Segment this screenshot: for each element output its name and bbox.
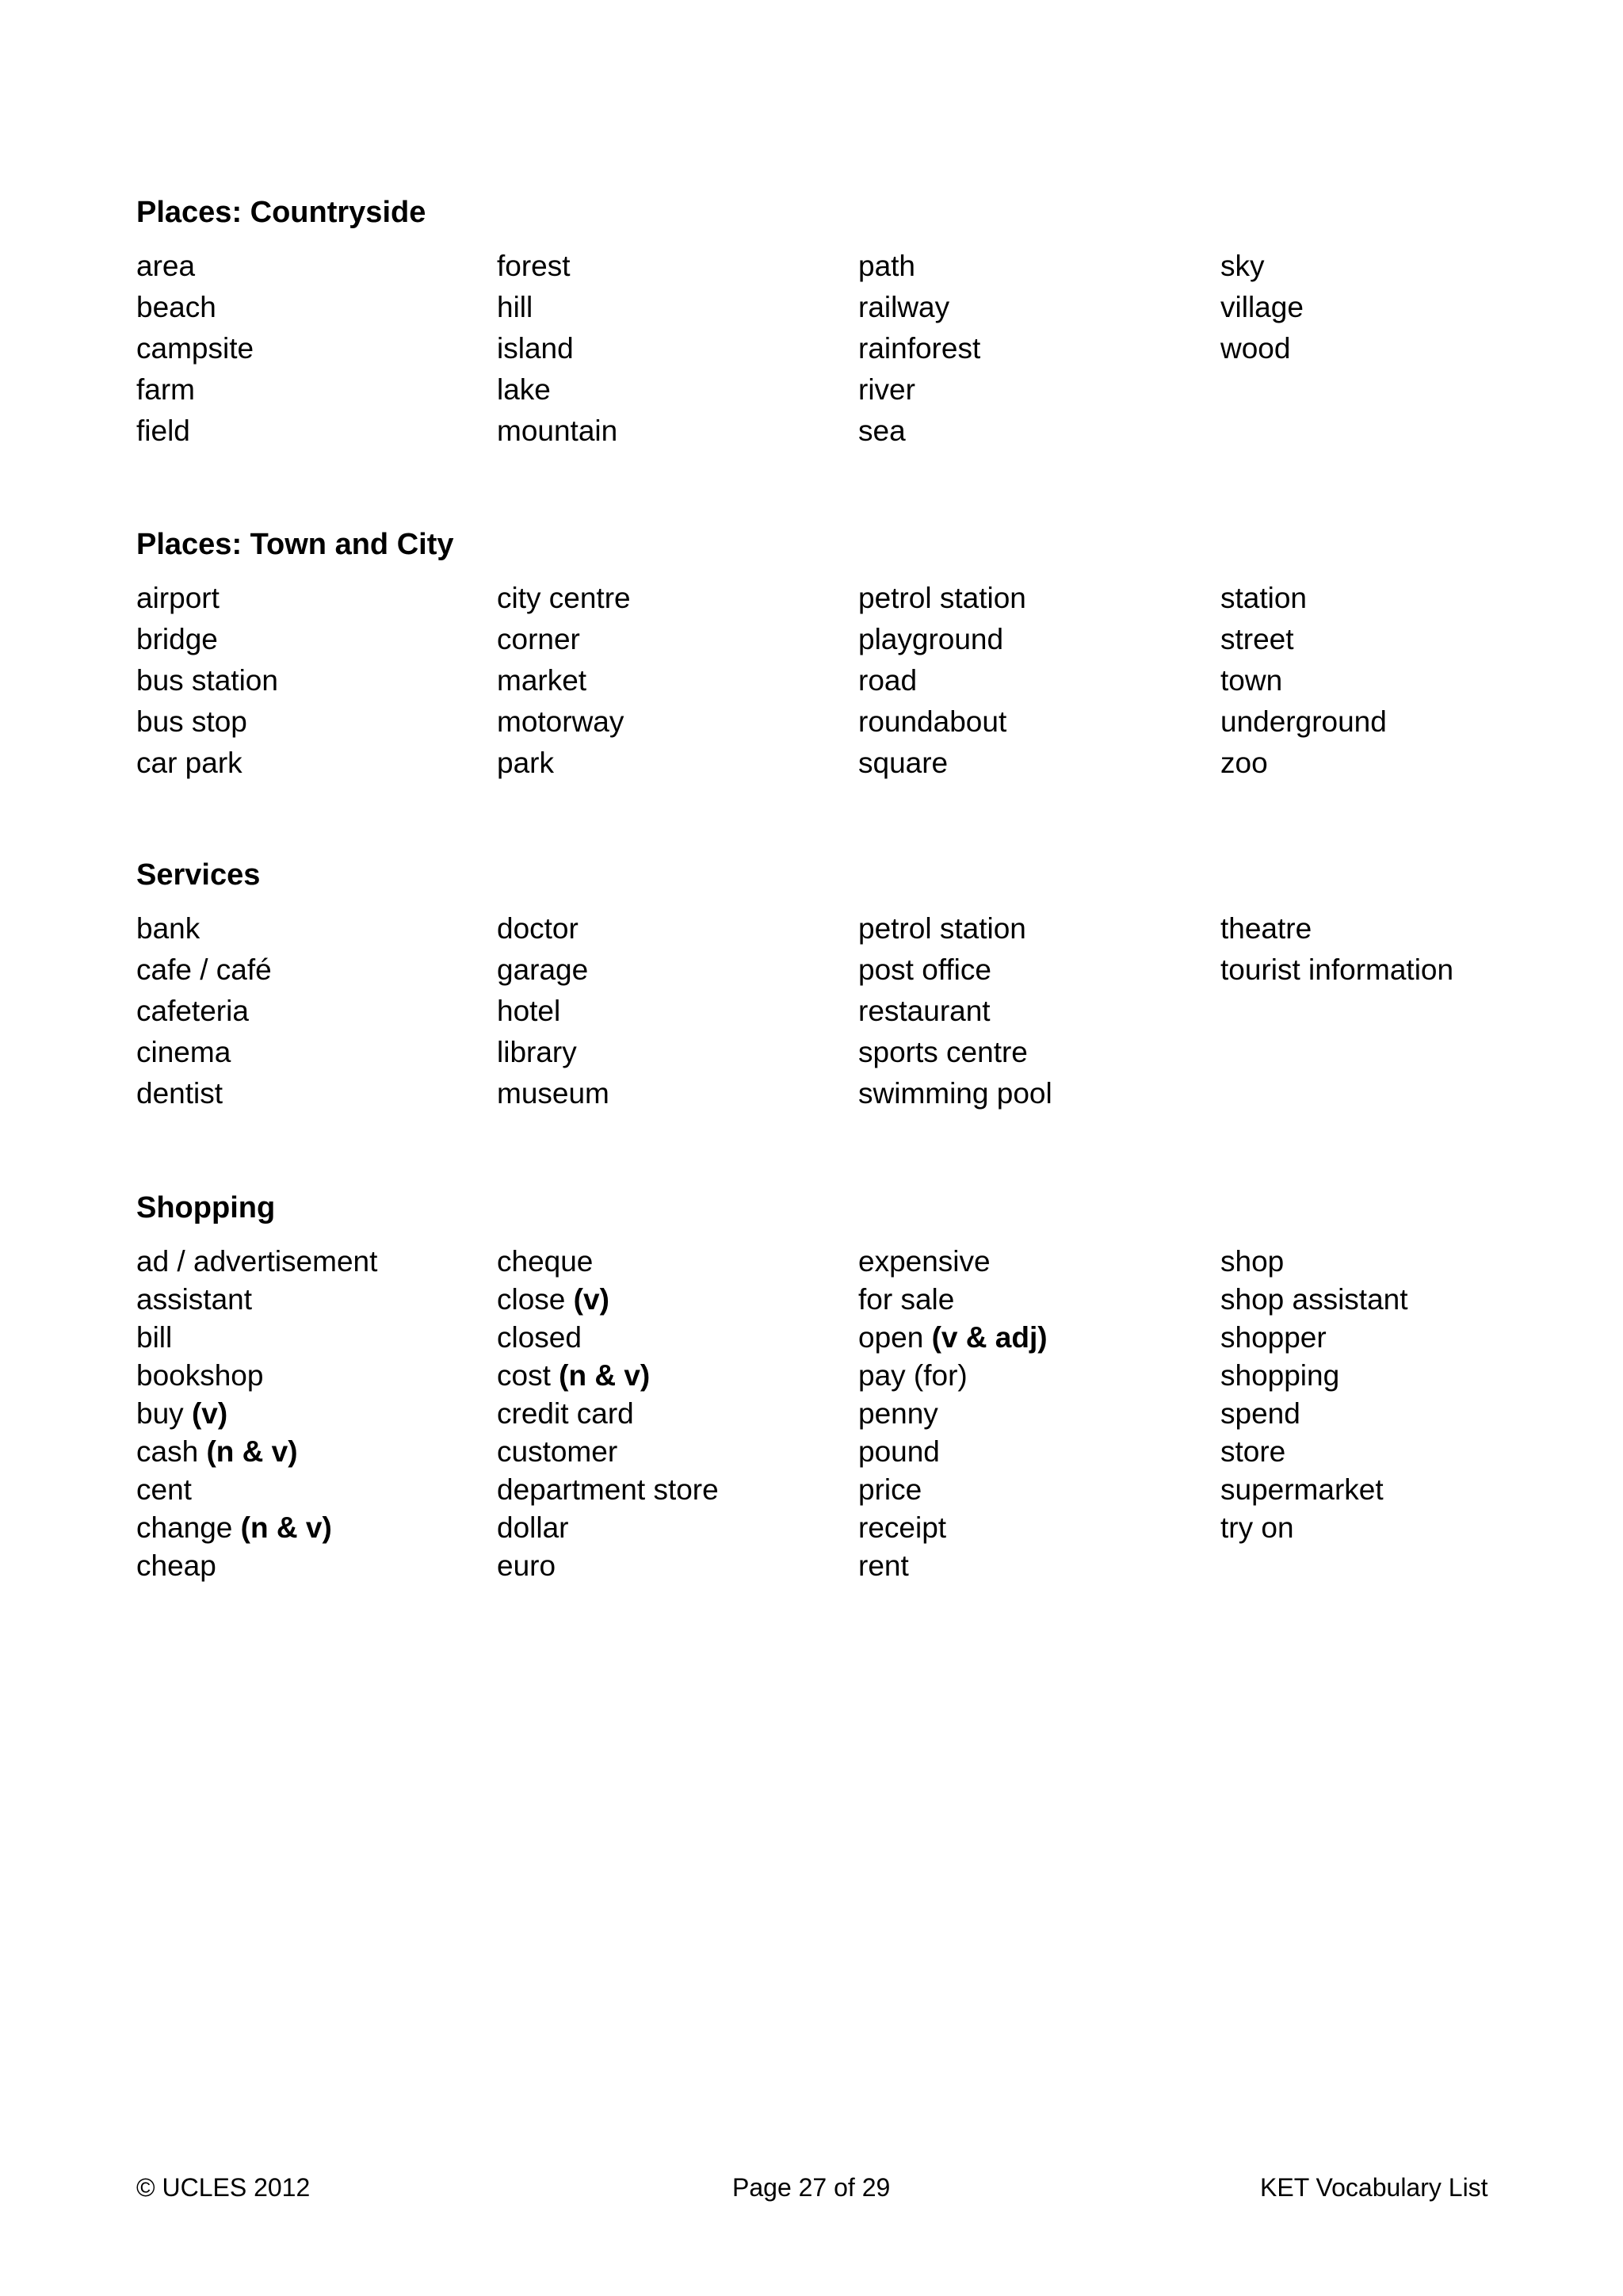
section-places-town-and-city — [136, 527, 1499, 779]
vocab-word-text: lake — [497, 373, 551, 406]
vocab-word-text: store — [1220, 1435, 1286, 1468]
vocab-word — [497, 624, 631, 665]
word-column — [497, 1246, 719, 1588]
vocab-word-text: library — [497, 1036, 577, 1068]
vocab-word-text: road — [858, 664, 918, 697]
vocab-word-text: park — [497, 747, 554, 779]
section-heading: Places: Town and City — [136, 528, 454, 561]
vocab-word-text: closed — [497, 1321, 582, 1354]
vocab-word — [136, 1436, 377, 1474]
part-of-speech: (n & v) — [240, 1511, 332, 1544]
vocab-word-text: playground — [858, 623, 1004, 655]
vocab-word — [136, 1474, 377, 1512]
vocab-word-text: penny — [858, 1397, 938, 1430]
vocab-word — [1220, 1436, 1408, 1474]
vocab-word-text: spend — [1220, 1397, 1300, 1430]
vocab-word — [136, 1284, 377, 1322]
vocab-word — [497, 954, 609, 995]
vocab-word-text: buy — [136, 1397, 184, 1430]
vocab-word — [136, 1398, 377, 1436]
vocab-word-text: cinema — [136, 1036, 231, 1068]
vocab-word — [497, 1246, 719, 1284]
vocab-word — [858, 1436, 1048, 1474]
vocab-word-text: railway — [858, 291, 950, 323]
vocab-word-text: dentist — [136, 1077, 223, 1110]
vocab-word-text: supermarket — [1220, 1473, 1384, 1506]
word-column — [497, 583, 631, 789]
vocab-word — [858, 1474, 1048, 1512]
vocab-word-text: station — [1220, 582, 1308, 614]
vocab-word — [136, 954, 272, 995]
section-services — [136, 858, 1499, 1110]
vocab-word — [497, 1360, 719, 1398]
vocab-word-text: receipt — [858, 1511, 947, 1544]
vocab-word-text: area — [136, 250, 196, 282]
vocab-word-text: forest — [497, 250, 571, 282]
vocab-word — [858, 913, 1052, 954]
vocab-word-text: post office — [858, 953, 991, 986]
vocab-word — [1220, 1246, 1408, 1284]
vocab-word — [136, 374, 254, 415]
vocab-word-text: sky — [1220, 250, 1265, 282]
vocab-word-text: try on — [1220, 1511, 1294, 1544]
vocab-word-text: ad / advertisement — [136, 1245, 378, 1278]
vocab-word-text: market — [497, 664, 587, 697]
vocab-word-text: farm — [136, 373, 195, 406]
vocab-word-text: bill — [136, 1321, 173, 1354]
vocab-word-text: bookshop — [136, 1359, 264, 1392]
vocab-word — [497, 1284, 719, 1322]
vocab-word — [858, 1322, 1048, 1360]
footer-document-title: KET Vocabulary List — [1260, 2173, 1488, 2202]
vocab-word — [858, 333, 980, 374]
vocab-word — [136, 747, 278, 789]
vocab-word-text: petrol station — [858, 912, 1026, 945]
word-column — [136, 583, 278, 789]
vocab-word-text: dollar — [497, 1511, 569, 1544]
vocab-word-text: pound — [858, 1435, 940, 1468]
vocab-word-text: assistant — [136, 1283, 253, 1316]
vocab-word-text: cheque — [497, 1245, 594, 1278]
vocab-word-text: shopping — [1220, 1359, 1340, 1392]
vocab-word — [497, 250, 617, 292]
vocab-word — [1220, 1512, 1408, 1550]
vocab-word — [858, 1078, 1052, 1119]
vocab-word — [136, 1078, 272, 1119]
word-column — [1220, 913, 1453, 995]
section-heading: Shopping — [136, 1191, 276, 1224]
vocab-word-text: petrol station — [858, 582, 1026, 614]
word-column — [497, 913, 609, 1119]
vocab-word — [497, 1512, 719, 1550]
vocab-word — [858, 1246, 1048, 1284]
vocab-word-text: mountain — [497, 415, 618, 447]
vocab-word — [858, 706, 1026, 747]
vocab-word-text: motorway — [497, 705, 624, 738]
vocab-word-text: garage — [497, 953, 589, 986]
vocab-word — [136, 1550, 377, 1588]
vocab-word-text: bridge — [136, 623, 218, 655]
vocab-word — [858, 374, 980, 415]
vocab-word-text: underground — [1220, 705, 1387, 738]
vocab-word — [497, 1322, 719, 1360]
vocab-word-text: shop — [1220, 1245, 1285, 1278]
vocab-word-text: department store — [497, 1473, 719, 1506]
vocab-word-text: bus stop — [136, 705, 247, 738]
vocab-word-text: cafeteria — [136, 995, 249, 1027]
vocab-word — [136, 1037, 272, 1078]
vocab-word — [136, 1360, 377, 1398]
vocab-word — [497, 583, 631, 624]
vocab-word-text: cent — [136, 1473, 192, 1506]
vocab-word — [497, 706, 631, 747]
vocab-word-text: car park — [136, 747, 242, 779]
vocab-word-text: hotel — [497, 995, 561, 1027]
vocab-word — [136, 333, 254, 374]
vocab-word-text: street — [1220, 623, 1294, 655]
vocab-word — [136, 706, 278, 747]
vocab-word — [497, 292, 617, 333]
word-column — [1220, 250, 1304, 374]
vocab-word-text: shop assistant — [1220, 1283, 1408, 1316]
vocab-word-text: theatre — [1220, 912, 1312, 945]
vocab-word-text: beach — [136, 291, 216, 323]
vocab-word-text: field — [136, 415, 190, 447]
vocab-word — [858, 250, 980, 292]
vocab-word — [858, 624, 1026, 665]
vocab-word-text: rent — [858, 1549, 909, 1582]
vocab-word — [1220, 913, 1453, 954]
vocab-word — [136, 415, 254, 457]
vocab-word — [497, 1436, 719, 1474]
vocab-word — [1220, 1398, 1408, 1436]
vocab-word-text: museum — [497, 1077, 609, 1110]
part-of-speech: (v) — [191, 1397, 228, 1430]
vocab-word — [858, 1284, 1048, 1322]
vocab-word — [858, 415, 980, 457]
vocab-word — [497, 415, 617, 457]
vocab-word-text: restaurant — [858, 995, 991, 1027]
vocab-word — [1220, 624, 1387, 665]
vocab-word — [136, 250, 254, 292]
vocab-word-text: cafe / café — [136, 953, 272, 986]
vocab-word — [497, 1474, 719, 1512]
vocab-word-text: cash — [136, 1435, 199, 1468]
vocab-word-text: roundabout — [858, 705, 1007, 738]
section-places-countryside — [136, 195, 1499, 447]
vocab-word — [497, 1550, 719, 1588]
vocab-word — [858, 747, 1026, 789]
part-of-speech: (n & v) — [559, 1359, 651, 1392]
vocab-word-text: price — [858, 1473, 922, 1506]
vocab-word-text: airport — [136, 582, 220, 614]
vocab-word — [497, 333, 617, 374]
vocab-word — [858, 1512, 1048, 1550]
vocab-word-text: close — [497, 1283, 566, 1316]
vocab-word — [1220, 292, 1304, 333]
word-column — [858, 1246, 1048, 1588]
vocab-word — [136, 1322, 377, 1360]
part-of-speech: (v & adj) — [931, 1321, 1048, 1354]
vocab-word — [1220, 747, 1387, 789]
vocab-word — [1220, 1360, 1408, 1398]
vocab-word — [136, 624, 278, 665]
word-column — [1220, 1246, 1408, 1550]
vocab-word-text: shopper — [1220, 1321, 1327, 1354]
vocab-word — [136, 583, 278, 624]
vocab-word — [1220, 1322, 1408, 1360]
vocab-word — [858, 954, 1052, 995]
vocab-word — [858, 1550, 1048, 1588]
word-column — [858, 250, 980, 457]
vocab-word — [136, 665, 278, 706]
vocab-word-text: swimming pool — [858, 1077, 1052, 1110]
section-shopping — [136, 1190, 1499, 1582]
vocab-word-text: corner — [497, 623, 580, 655]
vocab-word — [136, 1246, 377, 1284]
vocab-word — [136, 292, 254, 333]
vocab-word — [858, 1037, 1052, 1078]
vocab-word-text: cheap — [136, 1549, 216, 1582]
word-column — [497, 250, 617, 457]
vocab-word-text: sea — [858, 415, 906, 447]
vocab-word-text: sports centre — [858, 1036, 1028, 1068]
vocab-word — [497, 1078, 609, 1119]
part-of-speech: (n & v) — [206, 1435, 298, 1468]
vocab-word-text: tourist information — [1220, 953, 1454, 986]
vocab-word-text: island — [497, 332, 574, 365]
word-column — [136, 1246, 377, 1588]
vocab-word — [497, 913, 609, 954]
vocab-word — [1220, 706, 1387, 747]
word-column — [1220, 583, 1387, 789]
word-column — [136, 250, 254, 457]
vocab-word-text: change — [136, 1511, 233, 1544]
vocab-word-text: euro — [497, 1549, 556, 1582]
vocab-word — [136, 913, 272, 954]
vocab-word-text: town — [1220, 664, 1283, 697]
vocab-word — [858, 665, 1026, 706]
section-heading: Places: Countryside — [136, 196, 426, 229]
vocab-word-text: pay (for) — [858, 1359, 968, 1392]
vocab-word — [1220, 583, 1387, 624]
footer-page-number: Page 27 of 29 — [732, 2173, 891, 2202]
vocab-word — [1220, 333, 1304, 374]
vocab-word-text: path — [858, 250, 916, 282]
vocab-word-text: wood — [1220, 332, 1291, 365]
word-column — [858, 913, 1052, 1119]
vocab-word-text: village — [1220, 291, 1304, 323]
vocab-word-text: city centre — [497, 582, 631, 614]
vocab-word — [1220, 250, 1304, 292]
vocab-word-text: doctor — [497, 912, 579, 945]
vocab-word-text: river — [858, 373, 915, 406]
vocab-word — [858, 1360, 1048, 1398]
vocab-word — [136, 995, 272, 1037]
vocab-word — [858, 995, 1052, 1037]
vocab-word-text: customer — [497, 1435, 618, 1468]
vocab-word — [1220, 1284, 1408, 1322]
vocab-word-text: open — [858, 1321, 924, 1354]
word-column — [136, 913, 272, 1119]
vocab-word — [858, 1398, 1048, 1436]
vocab-word — [497, 374, 617, 415]
vocab-word-text: campsite — [136, 332, 254, 365]
vocab-word — [497, 747, 631, 789]
vocab-word-text: cost — [497, 1359, 551, 1392]
footer-copyright: © UCLES 2012 — [136, 2173, 311, 2202]
vocab-word — [497, 1398, 719, 1436]
section-heading: Services — [136, 858, 261, 892]
vocab-word-text: hill — [497, 291, 533, 323]
vocab-word-text: bus station — [136, 664, 278, 697]
vocab-word-text: bank — [136, 912, 200, 945]
word-column — [858, 583, 1026, 789]
vocab-word-text: rainforest — [858, 332, 981, 365]
vocab-word — [497, 1037, 609, 1078]
vocab-word — [858, 583, 1026, 624]
part-of-speech: (v) — [573, 1283, 609, 1316]
vocab-word — [136, 1512, 377, 1550]
vocab-word — [1220, 1474, 1408, 1512]
vocab-word — [497, 995, 609, 1037]
vocab-word-text: expensive — [858, 1245, 991, 1278]
vocab-word — [497, 665, 631, 706]
vocab-word — [858, 292, 980, 333]
vocab-word-text: for sale — [858, 1283, 955, 1316]
vocab-word-text: credit card — [497, 1397, 634, 1430]
vocab-word — [1220, 954, 1453, 995]
vocab-word-text: square — [858, 747, 949, 779]
vocab-word — [1220, 665, 1387, 706]
vocab-word-text: zoo — [1220, 747, 1268, 779]
